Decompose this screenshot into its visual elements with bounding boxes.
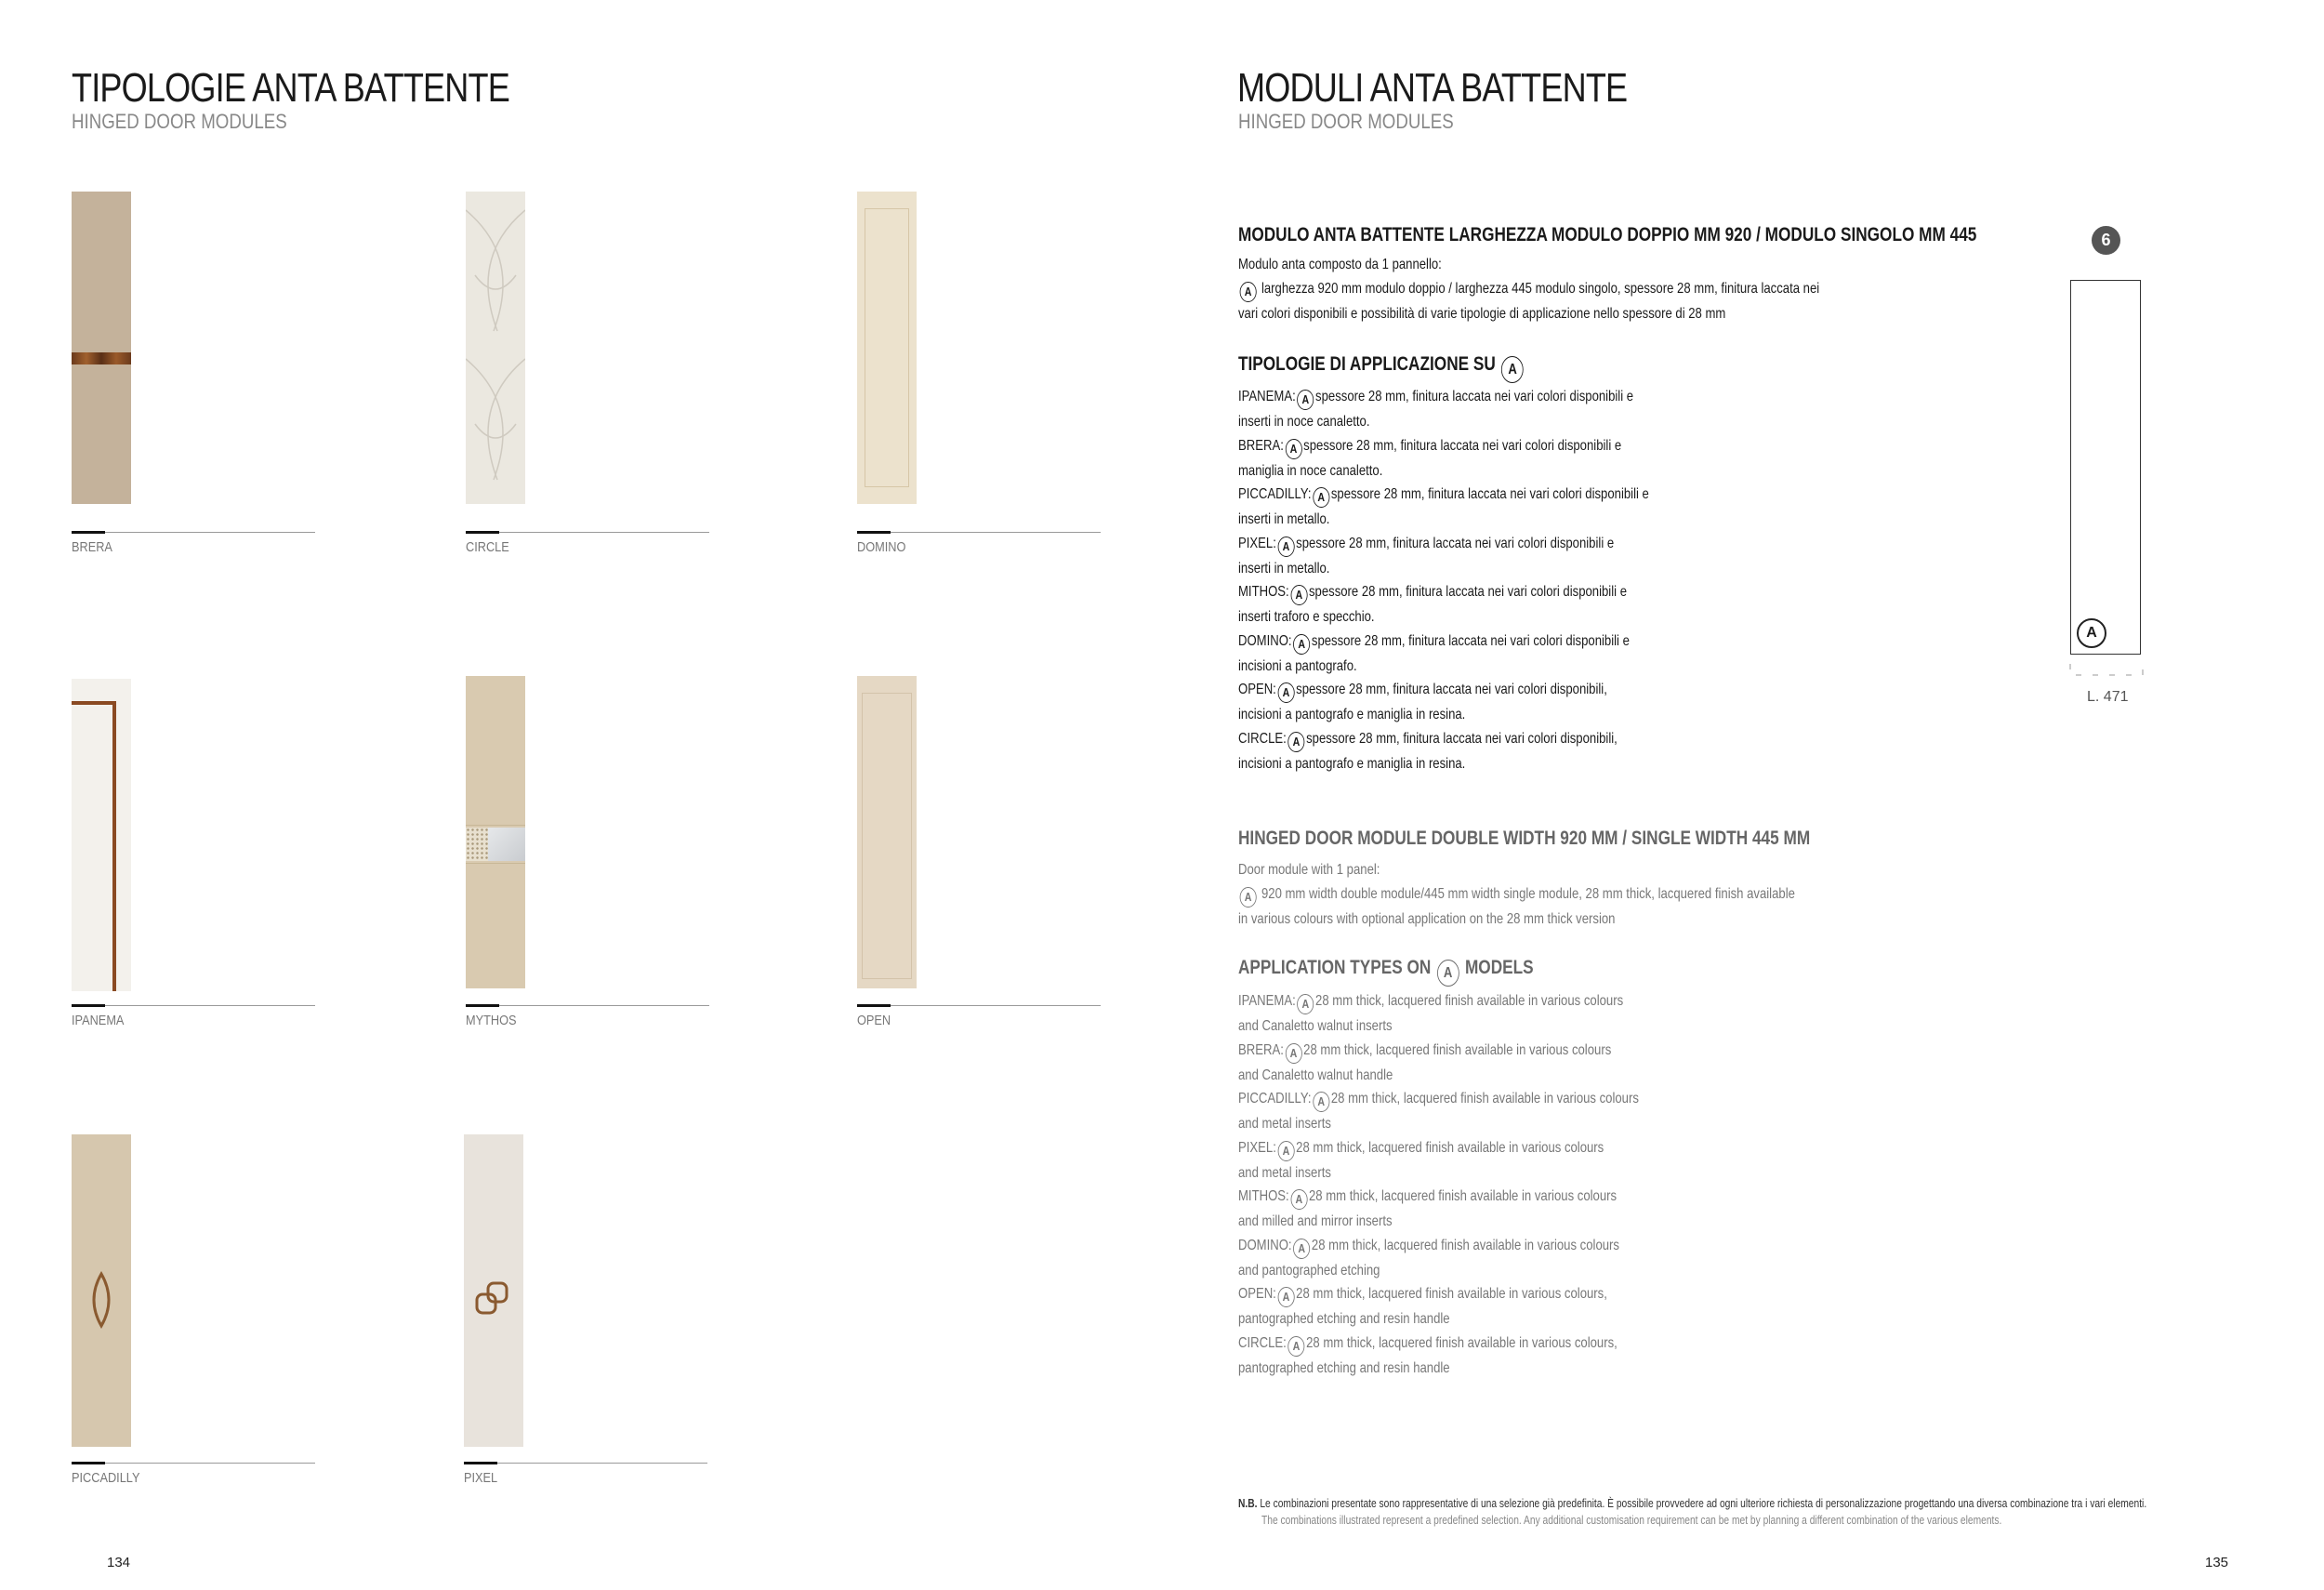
list-item: BRERA: A spessore 28 mm, finitura laccata nei vari colori disponibili e	[1238, 434, 1649, 459]
it-application-list	[1238, 385, 1649, 775]
dimension-label: L. 471	[2087, 689, 2129, 705]
door-divider	[466, 1005, 709, 1006]
en-desc-line: in various colours with optional application on the 28 mm thick version	[1238, 910, 1616, 927]
footer-note-en: The combinations illustrated represent a predefined selection. Any additional customisation requirement can be met by planning a different combination of the various elements.	[1261, 1514, 2002, 1527]
door-divider	[72, 1005, 315, 1006]
domino-frame	[865, 208, 909, 487]
marker-a-icon: A	[1501, 356, 1524, 383]
marker-a-icon: A	[1297, 994, 1314, 1014]
list-item-continuation: maniglia in noce canaletto.	[1238, 462, 1383, 479]
door-label-mythos: MYTHOS	[466, 1013, 517, 1028]
footer-note-it: N.B. Le combinazioni presentate sono rappresentative di una selezione già predefinita. È possibile provvedere ad ogni ulteriore richiesta di personalizzazione progettando una diversa combinazione tra i vari elementi.	[1238, 1497, 2147, 1510]
it-desc-line: larghezza 920 mm modulo doppio / larghezza 445 modulo singolo, spessore 28 mm, finitura laccata nei	[1261, 280, 1820, 297]
mythos-perforated-insert	[466, 828, 488, 861]
marker-a-icon: A	[1277, 1287, 1294, 1307]
it-module-heading: MODULO ANTA BATTENTE LARGHEZZA MODULO DOPPIO MM 920 / MODULO SINGOLO MM 445	[1238, 224, 1977, 245]
door-image-domino	[857, 192, 917, 504]
list-item: MITHOS: A 28 mm thick, lacquered finish available in various colours	[1238, 1185, 1639, 1210]
mythos-groove	[466, 863, 525, 864]
module-diagram-panel	[2070, 280, 2141, 655]
list-item: DOMINO: A 28 mm thick, lacquered finish available in various colours	[1238, 1234, 1639, 1259]
list-item: BRERA: A 28 mm thick, lacquered finish available in various colours	[1238, 1039, 1639, 1064]
marker-a-icon: A	[1240, 282, 1257, 302]
door-divider	[857, 532, 1101, 533]
list-item: PIXEL: A 28 mm thick, lacquered finish available in various colours	[1238, 1136, 1639, 1161]
door-divider	[72, 532, 315, 533]
door-label-ipanema: IPANEMA	[72, 1013, 125, 1028]
panel-marker-a-icon: A	[2077, 618, 2106, 648]
marker-a-icon: A	[1285, 439, 1301, 459]
list-item-continuation: and metal inserts	[1238, 1164, 1331, 1181]
left-page-subtitle: HINGED DOOR MODULES	[72, 110, 287, 133]
en-module-heading: HINGED DOOR MODULE DOUBLE WIDTH 920 MM / SINGLE WIDTH 445 MM	[1238, 828, 1811, 849]
walnut-insert-side	[112, 701, 116, 991]
page-number-left: 134	[107, 1555, 131, 1570]
marker-a-icon: A	[1297, 390, 1314, 410]
door-label-piccadilly: PICCADILLY	[72, 1470, 140, 1486]
marker-a-icon: A	[1277, 682, 1294, 703]
marker-a-icon: A	[1290, 585, 1307, 605]
walnut-insert	[72, 352, 131, 364]
it-intro: Modulo anta composto da 1 pannello:	[1238, 257, 1442, 272]
marker-a-icon: A	[1293, 634, 1310, 655]
list-item: PICCADILLY: A 28 mm thick, lacquered finish available in various colours	[1238, 1087, 1639, 1112]
en-application-list	[1238, 989, 1639, 1380]
open-frame	[862, 693, 912, 979]
pixel-handle	[464, 1134, 523, 1447]
module-number-badge: 6	[2092, 226, 2120, 255]
door-image-piccadilly	[72, 1134, 131, 1447]
list-item-continuation: inserti in metallo.	[1238, 511, 1330, 527]
list-item: CIRCLE: A spessore 28 mm, finitura laccata nei vari colori disponibili,	[1238, 727, 1649, 752]
marker-a-icon: A	[1287, 732, 1304, 752]
en-application-heading: APPLICATION TYPES ON A MODELS	[1238, 957, 1534, 987]
marker-a-icon: A	[1313, 487, 1329, 508]
list-item: OPEN: A 28 mm thick, lacquered finish available in various colours,	[1238, 1282, 1639, 1307]
door-image-brera	[72, 192, 131, 504]
list-item-continuation: and milled and mirror inserts	[1238, 1213, 1393, 1229]
list-item: IPANEMA: A 28 mm thick, lacquered finish available in various colours	[1238, 989, 1639, 1014]
list-item-continuation: and metal inserts	[1238, 1116, 1331, 1132]
marker-a-icon: A	[1287, 1336, 1304, 1357]
list-item: OPEN: A spessore 28 mm, finitura laccata nei vari colori disponibili,	[1238, 678, 1649, 703]
door-label-pixel: PIXEL	[464, 1470, 498, 1486]
list-item-continuation: pantographed etching and resin handle	[1238, 1359, 1450, 1376]
list-item-continuation: incisioni a pantografo e maniglia in resina.	[1238, 755, 1466, 772]
list-item-continuation: inserti in noce canaletto.	[1238, 414, 1370, 430]
page-number-right: 135	[2205, 1555, 2229, 1570]
list-item: MITHOS: A spessore 28 mm, finitura laccata nei vari colori disponibili e	[1238, 580, 1649, 605]
list-item-continuation: and Canaletto walnut inserts	[1238, 1018, 1393, 1034]
list-item-continuation: inserti in metallo.	[1238, 560, 1330, 576]
list-item: PICCADILLY: A spessore 28 mm, finitura laccata nei vari colori disponibili e	[1238, 483, 1649, 508]
door-image-ipanema	[72, 679, 131, 991]
list-item-continuation: and pantographed etching	[1238, 1262, 1380, 1279]
en-intro: Door module with 1 panel:	[1238, 862, 1380, 878]
door-image-pixel	[464, 1134, 523, 1447]
list-item-continuation: pantographed etching and resin handle	[1238, 1311, 1450, 1327]
list-item-continuation: and Canaletto walnut handle	[1238, 1067, 1393, 1083]
door-divider	[466, 532, 709, 533]
mythos-groove	[466, 825, 525, 826]
right-page-title: MODULI ANTA BATTENTE	[1237, 65, 1628, 111]
door-label-open: OPEN	[857, 1013, 891, 1028]
door-image-mythos	[466, 676, 525, 988]
door-image-open	[857, 676, 917, 988]
door-image-circle	[466, 192, 525, 504]
it-application-heading: TIPOLOGIE DI APPLICAZIONE SU A	[1238, 353, 1525, 383]
mythos-mirror-insert	[488, 828, 525, 861]
door-divider	[464, 1463, 707, 1464]
circle-etching	[466, 192, 525, 504]
marker-a-icon: A	[1285, 1043, 1301, 1064]
marker-a-icon: A	[1437, 960, 1459, 987]
door-divider	[857, 1005, 1101, 1006]
piccadilly-handle	[72, 1134, 131, 1447]
left-page-title: TIPOLOGIE ANTA BATTENTE	[72, 65, 509, 111]
dimension-line	[2068, 662, 2145, 684]
en-desc-line: 920 mm width double module/445 mm width single module, 28 mm thick, lacquered finish available	[1261, 885, 1795, 902]
walnut-insert-top	[72, 701, 116, 705]
list-item: CIRCLE: A 28 mm thick, lacquered finish available in various colours,	[1238, 1332, 1639, 1357]
list-item-continuation: incisioni a pantografo e maniglia in resina.	[1238, 707, 1466, 722]
door-label-domino: DOMINO	[857, 539, 906, 555]
marker-a-icon: A	[1240, 887, 1257, 908]
list-item-continuation: inserti traforo e specchio.	[1238, 609, 1375, 625]
door-label-circle: CIRCLE	[466, 539, 509, 555]
it-module-description	[1238, 253, 1819, 325]
list-item: PIXEL: A spessore 28 mm, finitura laccata nei vari colori disponibili e	[1238, 532, 1649, 557]
list-item: IPANEMA: A spessore 28 mm, finitura laccata nei vari colori disponibili e	[1238, 385, 1649, 410]
door-divider	[72, 1463, 315, 1464]
marker-a-icon: A	[1290, 1189, 1307, 1210]
it-desc-line: vari colori disponibili e possibilità di varie tipologie di applicazione nello spessore di 28 mm	[1238, 305, 1726, 322]
marker-a-icon: A	[1277, 537, 1294, 557]
right-page-subtitle: HINGED DOOR MODULES	[1238, 110, 1454, 133]
list-item-continuation: incisioni a pantografo.	[1238, 657, 1357, 674]
door-label-brera: BRERA	[72, 539, 112, 555]
marker-a-icon: A	[1293, 1239, 1310, 1259]
list-item: DOMINO: A spessore 28 mm, finitura laccata nei vari colori disponibili e	[1238, 629, 1649, 655]
marker-a-icon: A	[1277, 1141, 1294, 1161]
en-module-description	[1238, 858, 1795, 931]
marker-a-icon: A	[1313, 1092, 1329, 1112]
